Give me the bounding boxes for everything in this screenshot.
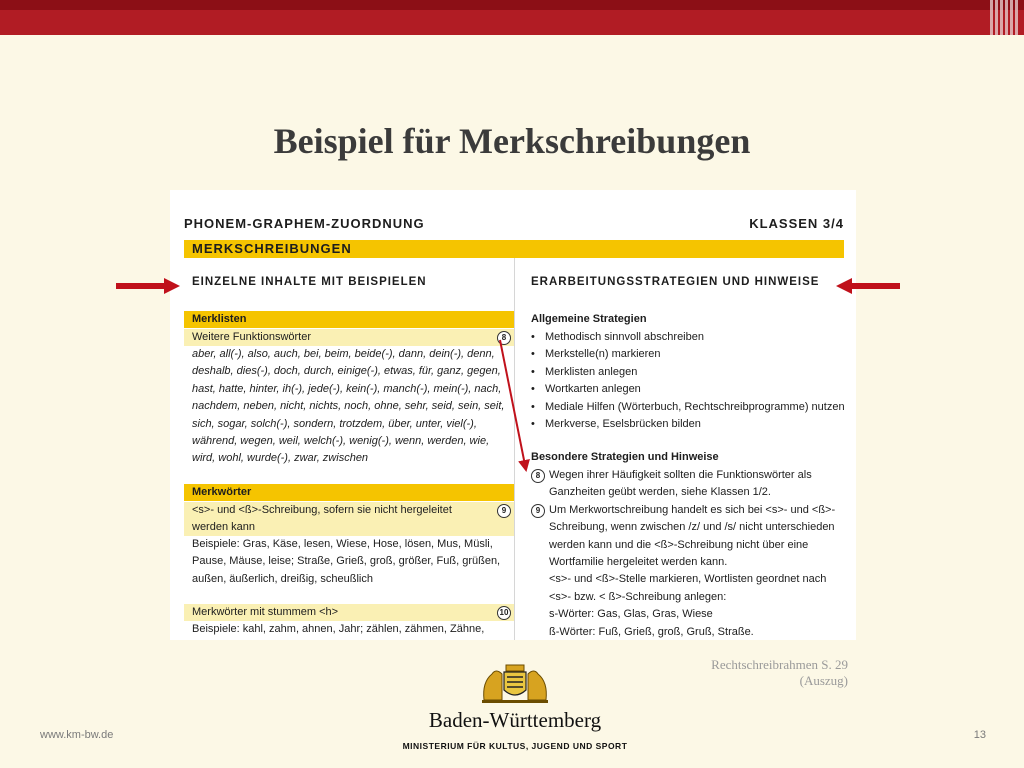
allgemeine-strategien-list bbox=[531, 329, 845, 433]
top-banner-dark-stripe bbox=[0, 0, 1024, 10]
document-heading: PHONEM-GRAPHEM-ZUORDNUNG bbox=[184, 216, 425, 231]
funktionswoerter-row bbox=[184, 329, 514, 346]
s-schreibung-label: <s>- und <ß>-Schreibung, sofern sie nicht hergeleitet werden kann bbox=[192, 504, 452, 533]
strategy-item: • Merkstelle(n) markieren bbox=[531, 346, 845, 363]
note-9-number: 9 bbox=[531, 504, 545, 518]
strategy-item: • Wortkarten anlegen bbox=[531, 381, 845, 398]
ministry-logo bbox=[400, 662, 630, 762]
left-column bbox=[184, 258, 514, 640]
s-schreibung-row bbox=[184, 502, 514, 536]
ss-words-list: ß-Wörter: Fuß, Grieß, groß, Gruß, Straße. bbox=[549, 625, 754, 638]
note-9-instruction: <s>- und <ß>-Stelle markieren, Wortlisten geordnet nach <s>- bzw. < ß>-Schreibung anlegen: bbox=[549, 573, 827, 603]
strategy-item: • Mediale Hilfen (Wörterbuch, Rechtschreibprogramme) nutzen bbox=[531, 399, 845, 416]
source-caption-line-2: (Auszug) bbox=[799, 673, 848, 688]
s-words-list: s-Wörter: Gas, Glas, Gras, Wiese bbox=[549, 608, 713, 621]
note-8-number: 8 bbox=[531, 469, 545, 483]
note-8-item bbox=[531, 467, 849, 502]
document-excerpt bbox=[170, 190, 856, 640]
merkwoerter-title: Merkwörter bbox=[184, 484, 514, 501]
allgemeine-strategien-title: Allgemeine Strategien bbox=[531, 313, 647, 325]
besondere-strategien-list bbox=[531, 467, 849, 640]
stummes-h-label: Merkwörter mit stummem <h> bbox=[192, 606, 339, 618]
note-9-text: Um Merkwortschreibung handelt es sich bei <s>- und <ß>-Schreibung, wenn zwischen /z/ und /s/ nicht unterschieden werden kann und die <ß>-Schreibung nicht über eine Wortfamilie hergeleitet werden kann. bbox=[549, 503, 836, 569]
note-8-text: Wegen ihrer Häufigkeit sollten die Funktionswörter als Ganzheiten geübt werden, siehe Klassen 1/2. bbox=[549, 469, 812, 499]
funktionswoerter-text: aber, all(-), also, auch, bei, beim, beide(-), dann, dein(-), denn, deshalb, dies(-), doch, durch, einige(-), etwas, für, ganz, gegen, hast, hatte, hinter, ih(-), jede(-), kein(-), manch(-), mein(-), nach, nachdem, neben, nicht, nichts, noch, ohne, sehr, seid, sein, seit, sich, sogar, solch(-), sondern, trotzdem, über, unter, viel(-), während, wegen, weil, welch(-), wenig(-), wenn, werden, wie, wird, wohl, wurde(-), zwar, zwischen bbox=[192, 348, 505, 465]
merklisten-title: Merklisten bbox=[184, 311, 514, 328]
left-pointer-arrow-icon bbox=[116, 278, 180, 294]
coat-of-arms-icon bbox=[476, 664, 554, 704]
logo-brand: Baden-Württemberg bbox=[428, 708, 602, 732]
banner-stripes bbox=[990, 0, 1024, 35]
strategy-item: • Methodisch sinnvoll abschreiben bbox=[531, 329, 845, 346]
source-caption-line-1: Rechtschreibrahmen S. 29 bbox=[711, 657, 848, 672]
right-column bbox=[514, 258, 855, 640]
right-pointer-arrow-icon bbox=[836, 278, 900, 294]
page-number: 13 bbox=[973, 729, 986, 741]
slide-title: Beispiel für Merkschreibungen bbox=[273, 121, 751, 161]
funktionswoerter-label: Weitere Funktionswörter bbox=[192, 331, 312, 343]
note-9-badge: 9 bbox=[497, 504, 511, 518]
note-10-badge: 10 bbox=[497, 606, 511, 620]
right-column-header: ERARBEITUNGSSTRATEGIEN UND HINWEISE bbox=[531, 276, 820, 288]
strategy-item: • Merklisten anlegen bbox=[531, 364, 845, 381]
strategy-item: • Merkverse, Eselsbrücken bilden bbox=[531, 416, 845, 433]
left-column-header: EINZELNE INHALTE MIT BEISPIELEN bbox=[192, 276, 427, 288]
besondere-strategien-title: Besondere Strategien und Hinweise bbox=[531, 451, 719, 463]
source-caption bbox=[711, 657, 848, 689]
connector-arrow bbox=[496, 336, 536, 476]
top-banner bbox=[0, 0, 1024, 35]
note-8-badge: 8 bbox=[497, 331, 511, 345]
s-schreibung-examples: Beispiele: Gras, Käse, lesen, Wiese, Hose, lösen, Mus, Müsli, Pause, Mäuse, leise; Straße, Grieß, groß, größer, Fuß, grüßen, außen, äußerlich, dreißig, scheußlich bbox=[192, 538, 501, 585]
note-9-item bbox=[531, 502, 849, 640]
grade-label: KLASSEN 3/4 bbox=[749, 216, 844, 231]
stummes-h-row bbox=[184, 604, 514, 621]
section-bar: MERKSCHREIBUNGEN bbox=[184, 240, 844, 258]
footer-url[interactable]: www.km-bw.de bbox=[40, 729, 114, 741]
logo-subtitle: MINISTERIUM FÜR KULTUS, JUGEND UND SPORT bbox=[402, 741, 628, 751]
stummes-h-examples: Beispiele: kahl, zahm, ahnen, Jahr; zählen, zähmen, Zähne, bbox=[192, 623, 485, 635]
